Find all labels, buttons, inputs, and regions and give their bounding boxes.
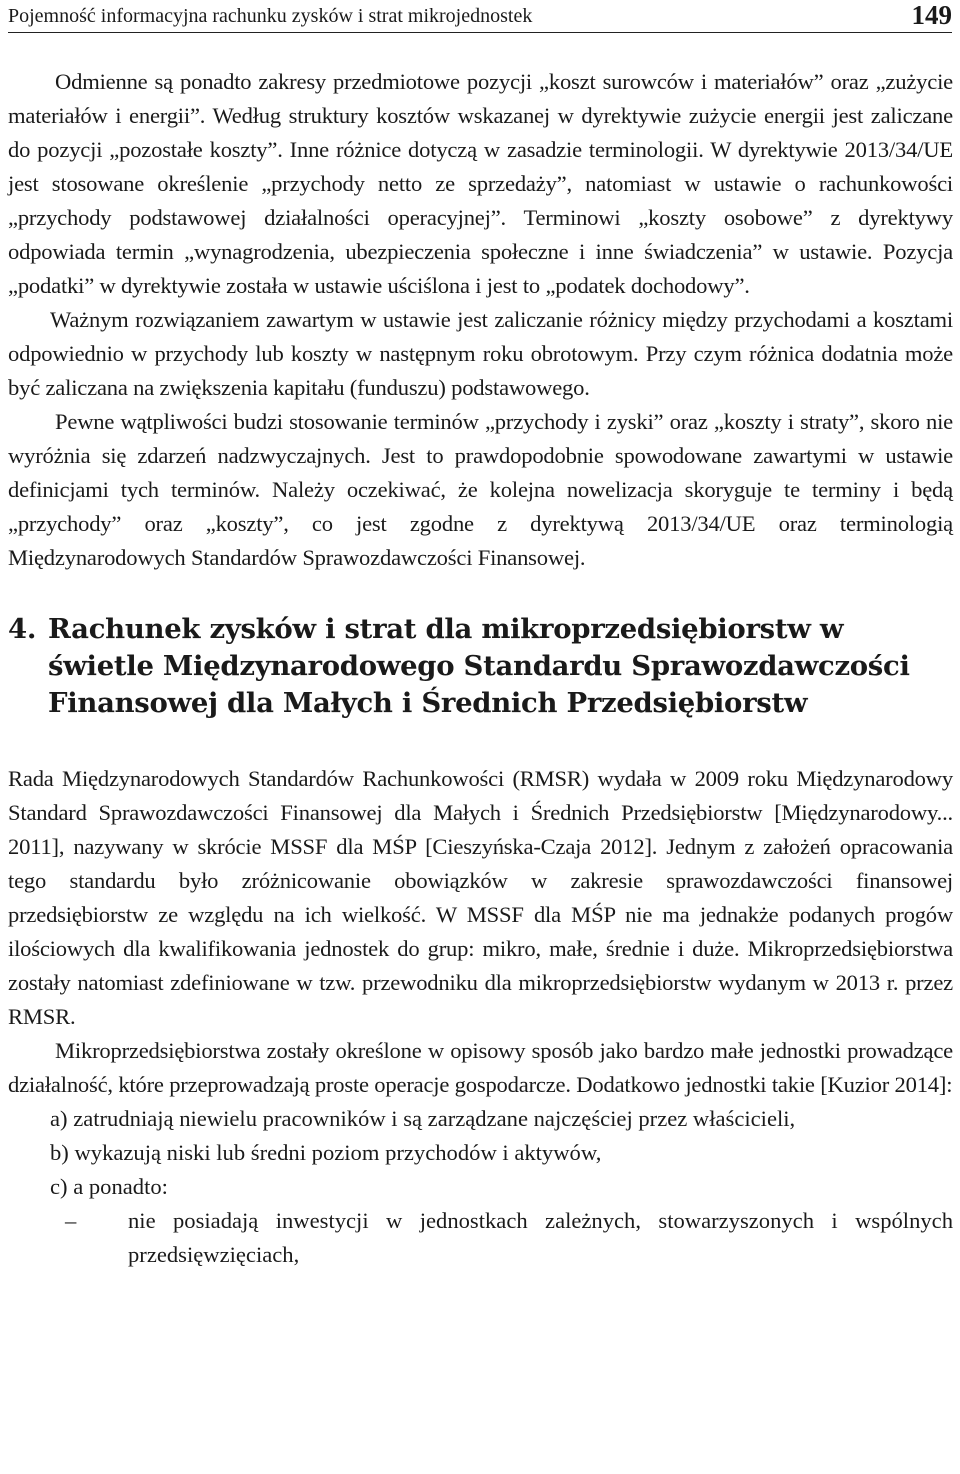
paragraph: Mikroprzedsiębiorstwa zostały określone w opisowy sposób jako bardzo małe jednostki prowadzące działalność, które przeprowadzają proste operacje gospodarcze. Dodatkowo jednostki takie [Kuzior 2014]: <box>8 1038 953 1097</box>
running-title: Pojemność informacyjna rachunku zysków i strat mikrojednostek <box>8 5 533 27</box>
paragraph: Ważnym rozwiązaniem zawartym w ustawie jest zaliczanie różnicy między przychodami a kosztami odpowiednio w przychody lub koszty w następnym roku obrotowym. Przy czym różnica dodatnia może być zaliczana na zwiększenia kapitału (funduszu) podstawowego. <box>8 307 953 400</box>
characteristics-list <box>8 1102 953 1204</box>
list-item: b) wykazują niski lub średni poziom przychodów i aktywów, <box>50 1140 602 1165</box>
dash-item-text: nie posiadają inwestycji w jednostkach zależnych, stowarzyszonych i wspólnych przedsięwzięciach, <box>128 1208 953 1267</box>
section-title: Rachunek zysków i strat dla mikroprzedsiębiorstw w świetle Międzynarodowego Standardu Sprawozdawczości Finansowej dla Małych i Średnich Przedsiębiorstw <box>48 613 910 719</box>
paragraph: Rada Międzynarodowych Standardów Rachunkowości (RMSR) wydała w 2009 roku Międzynarodowy Standard Sprawozdawczości Finansowej dla Małych i Średnich Przedsiębiorstw [Międzynarodowy... 2011], nazywany w skrócie MSSF dla MŚP [Cieszyńska-Czaja 2012]. Jednym z założeń opracowania tego standardu było zróżnicowanie obowiązków w zakresie sprawozdawczości finansowej przedsiębiorstw ze względu na ich wielkość. W MSSF dla MŚP nie ma jednakże podanych progów ilościowych dla kwalifikowania jednostek do grup: mikro, małe, średnie i duże. Mikroprzedsiębiorstwa zostały natomiast zdefiniowane w tzw. przewodniku dla mikroprzedsiębiorstw wydanym w 2013 r. przez RMSR. <box>8 766 953 1029</box>
list-item: c) a ponadto: <box>50 1174 168 1199</box>
dash-bullet: – <box>65 1208 77 1233</box>
list-item: a) zatrudniają niewielu pracowników i są zarządzane najczęściej przez właścicieli, <box>50 1106 796 1131</box>
section-heading <box>8 611 953 722</box>
page-number: 149 <box>911 0 952 30</box>
body-text <box>8 65 953 1272</box>
dash-list-item <box>8 1204 953 1272</box>
section-number: 4. <box>8 613 37 645</box>
paragraph: Odmienne są ponadto zakresy przedmiotowe pozycji „koszt surowców i materiałów” oraz „zużycie materiałów i energii”. Według struktury kosztów wskazanej w dyrektywie zużycie energii jest zaliczane do pozycji „pozostałe koszty”. Inne różnice dotyczą w zasadzie terminologii. W dyrektywie 2013/34/UE jest stosowane określenie „przychody netto ze sprzedaży”, natomiast w ustawie o rachunkowości „przychody podstawowej działalności operacyjnej”. Terminowi „koszty osobowe” z dyrektywy odpowiada termin „wynagrodzenia, ubezpieczenia społeczne i inne świadczenia” w ustawie. Pozycja „podatki” w dyrektywie została w ustawie uściślona i jest to „podatek dochodowy”. <box>8 69 953 298</box>
running-header <box>8 0 952 33</box>
paragraph: Pewne wątpliwości budzi stosowanie terminów „przychody i zyski” oraz „koszty i straty”, skoro nie wyróżnia się zdarzeń nadzwyczajnych. Jest to prawdopodobnie spowodowane zawartymi w ustawie definicjami tych terminów. Należy oczekiwać, że kolejna nowelizacja skoryguje te terminy i będą „przychody” oraz „koszty”, co jest zgodne z dyrektywą 2013/34/UE oraz terminologią Międzynarodowych Standardów Sprawozdawczości Finansowej. <box>8 409 953 570</box>
